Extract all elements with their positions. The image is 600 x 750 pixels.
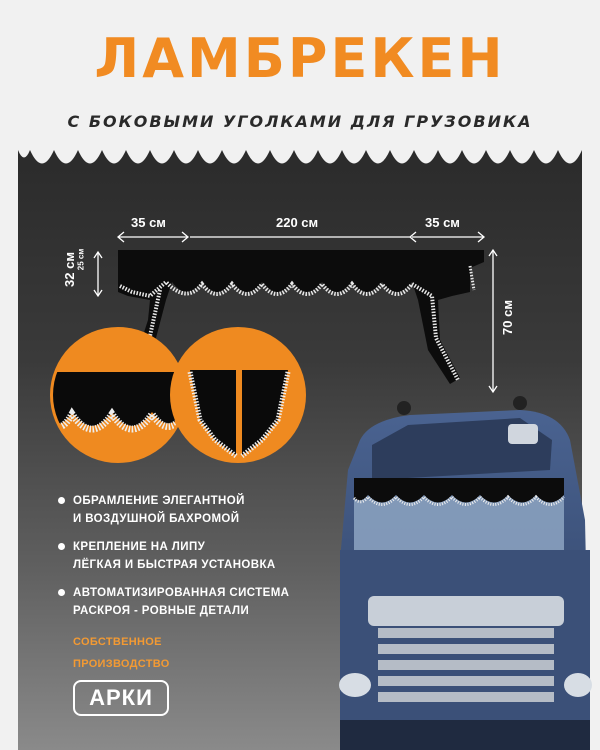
bullet-icon <box>58 497 65 504</box>
detail-circle-fringe <box>50 327 190 463</box>
feature-item-fringe <box>58 492 245 528</box>
dim-height-small: 25 см <box>76 248 86 271</box>
feature-text: ОБРАМЛЕНИЕ ЭЛЕГАНТНОЙ <box>73 495 245 507</box>
truck-image <box>339 396 592 750</box>
page-title: ЛАМБРЕКЕН <box>94 27 506 90</box>
feature-text: И ВОЗДУШНОЙ БАХРОМОЙ <box>73 513 240 525</box>
production-line1: СОБСТВЕННОЕ <box>73 636 162 648</box>
bullet-icon <box>58 543 65 550</box>
page-subtitle: С БОКОВЫМИ УГОЛКАМИ ДЛЯ ГРУЗОВИКА <box>67 112 533 131</box>
bullet-icon <box>58 589 65 596</box>
detail-circle-corner <box>170 327 310 463</box>
feature-item-cutting <box>58 584 289 620</box>
dim-center: 220 см <box>276 215 319 230</box>
dim-left-corner: 35 см <box>131 215 166 230</box>
feature-text: АВТОМАТИЗИРОВАННАЯ СИСТЕМА <box>73 587 290 599</box>
feature-text: ЛЁГКАЯ И БЫСТРАЯ УСТАНОВКА <box>73 559 276 571</box>
brand-logo: АРКИ <box>73 680 169 716</box>
production-line2: ПРОИЗВОДСТВО <box>73 658 170 670</box>
feature-item-mounting <box>58 538 276 574</box>
dim-right-corner: 35 см <box>425 215 460 230</box>
feature-text: КРЕПЛЕНИЕ НА ЛИПУ <box>73 541 206 553</box>
dim-height-total: 32 см <box>61 252 77 287</box>
dim-drop-length: 70 см <box>499 300 515 335</box>
feature-text: РАСКРОЯ - РОВНЫЕ ДЕТАЛИ <box>73 605 250 617</box>
